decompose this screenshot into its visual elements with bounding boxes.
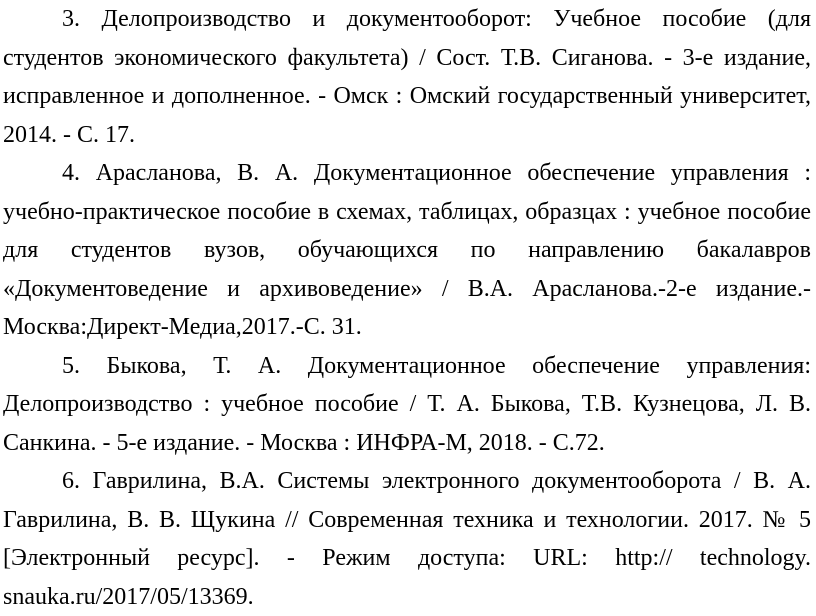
reference-number: 4. xyxy=(62,160,80,186)
reference-number: 6. xyxy=(62,468,80,494)
reference-text: Делопроизводство и документооборот: Учебное пособие (для студентов экономического факультета) / Сост. Т.В. Сиганова. - 3-е издание, исправленное и дополненное. - Омск : Омский государственный университет, 2014. - С. 17. xyxy=(3,6,812,148)
reference-text: Быкова, Т. А. Документационное обеспечение управления: Делопроизводство : учебное пособие / Т. А. Быкова, Т.В. Кузнецова, Л. В. Санкина. - 5-е издание. - Москва : ИНФРА-М, 2018. - С.72. xyxy=(3,352,811,456)
reference-item-3 xyxy=(3,0,811,154)
reference-number: 3. xyxy=(62,6,80,32)
reference-list xyxy=(3,0,811,616)
reference-text: Арасланова, В. А. Документационное обеспечение управления : учебно-практическое пособие в схемах, таблицах, образцах : учебное пособие для студентов вузов, обучающихся по направлению бакалавров «Документоведение и архивоведение» / В.А. Арасланова.-2-е издание.-Москва:Директ-Медиа,2017.-С. 31. xyxy=(3,160,811,340)
reference-text: Гаврилина, В.А. Системы электронного документооборота / В. А. Гаврилина, В. В. Щукина // Современная техника и технологии. 2017. № 5 [Электронный ресурс]. - Режим доступа: URL: http:// technology. snauka.ru/2017/05/13369. xyxy=(3,468,811,610)
reference-item-4 xyxy=(3,154,811,347)
reference-number: 5. xyxy=(62,352,80,379)
reference-item-6 xyxy=(3,462,811,616)
reference-item-5 xyxy=(3,347,811,463)
